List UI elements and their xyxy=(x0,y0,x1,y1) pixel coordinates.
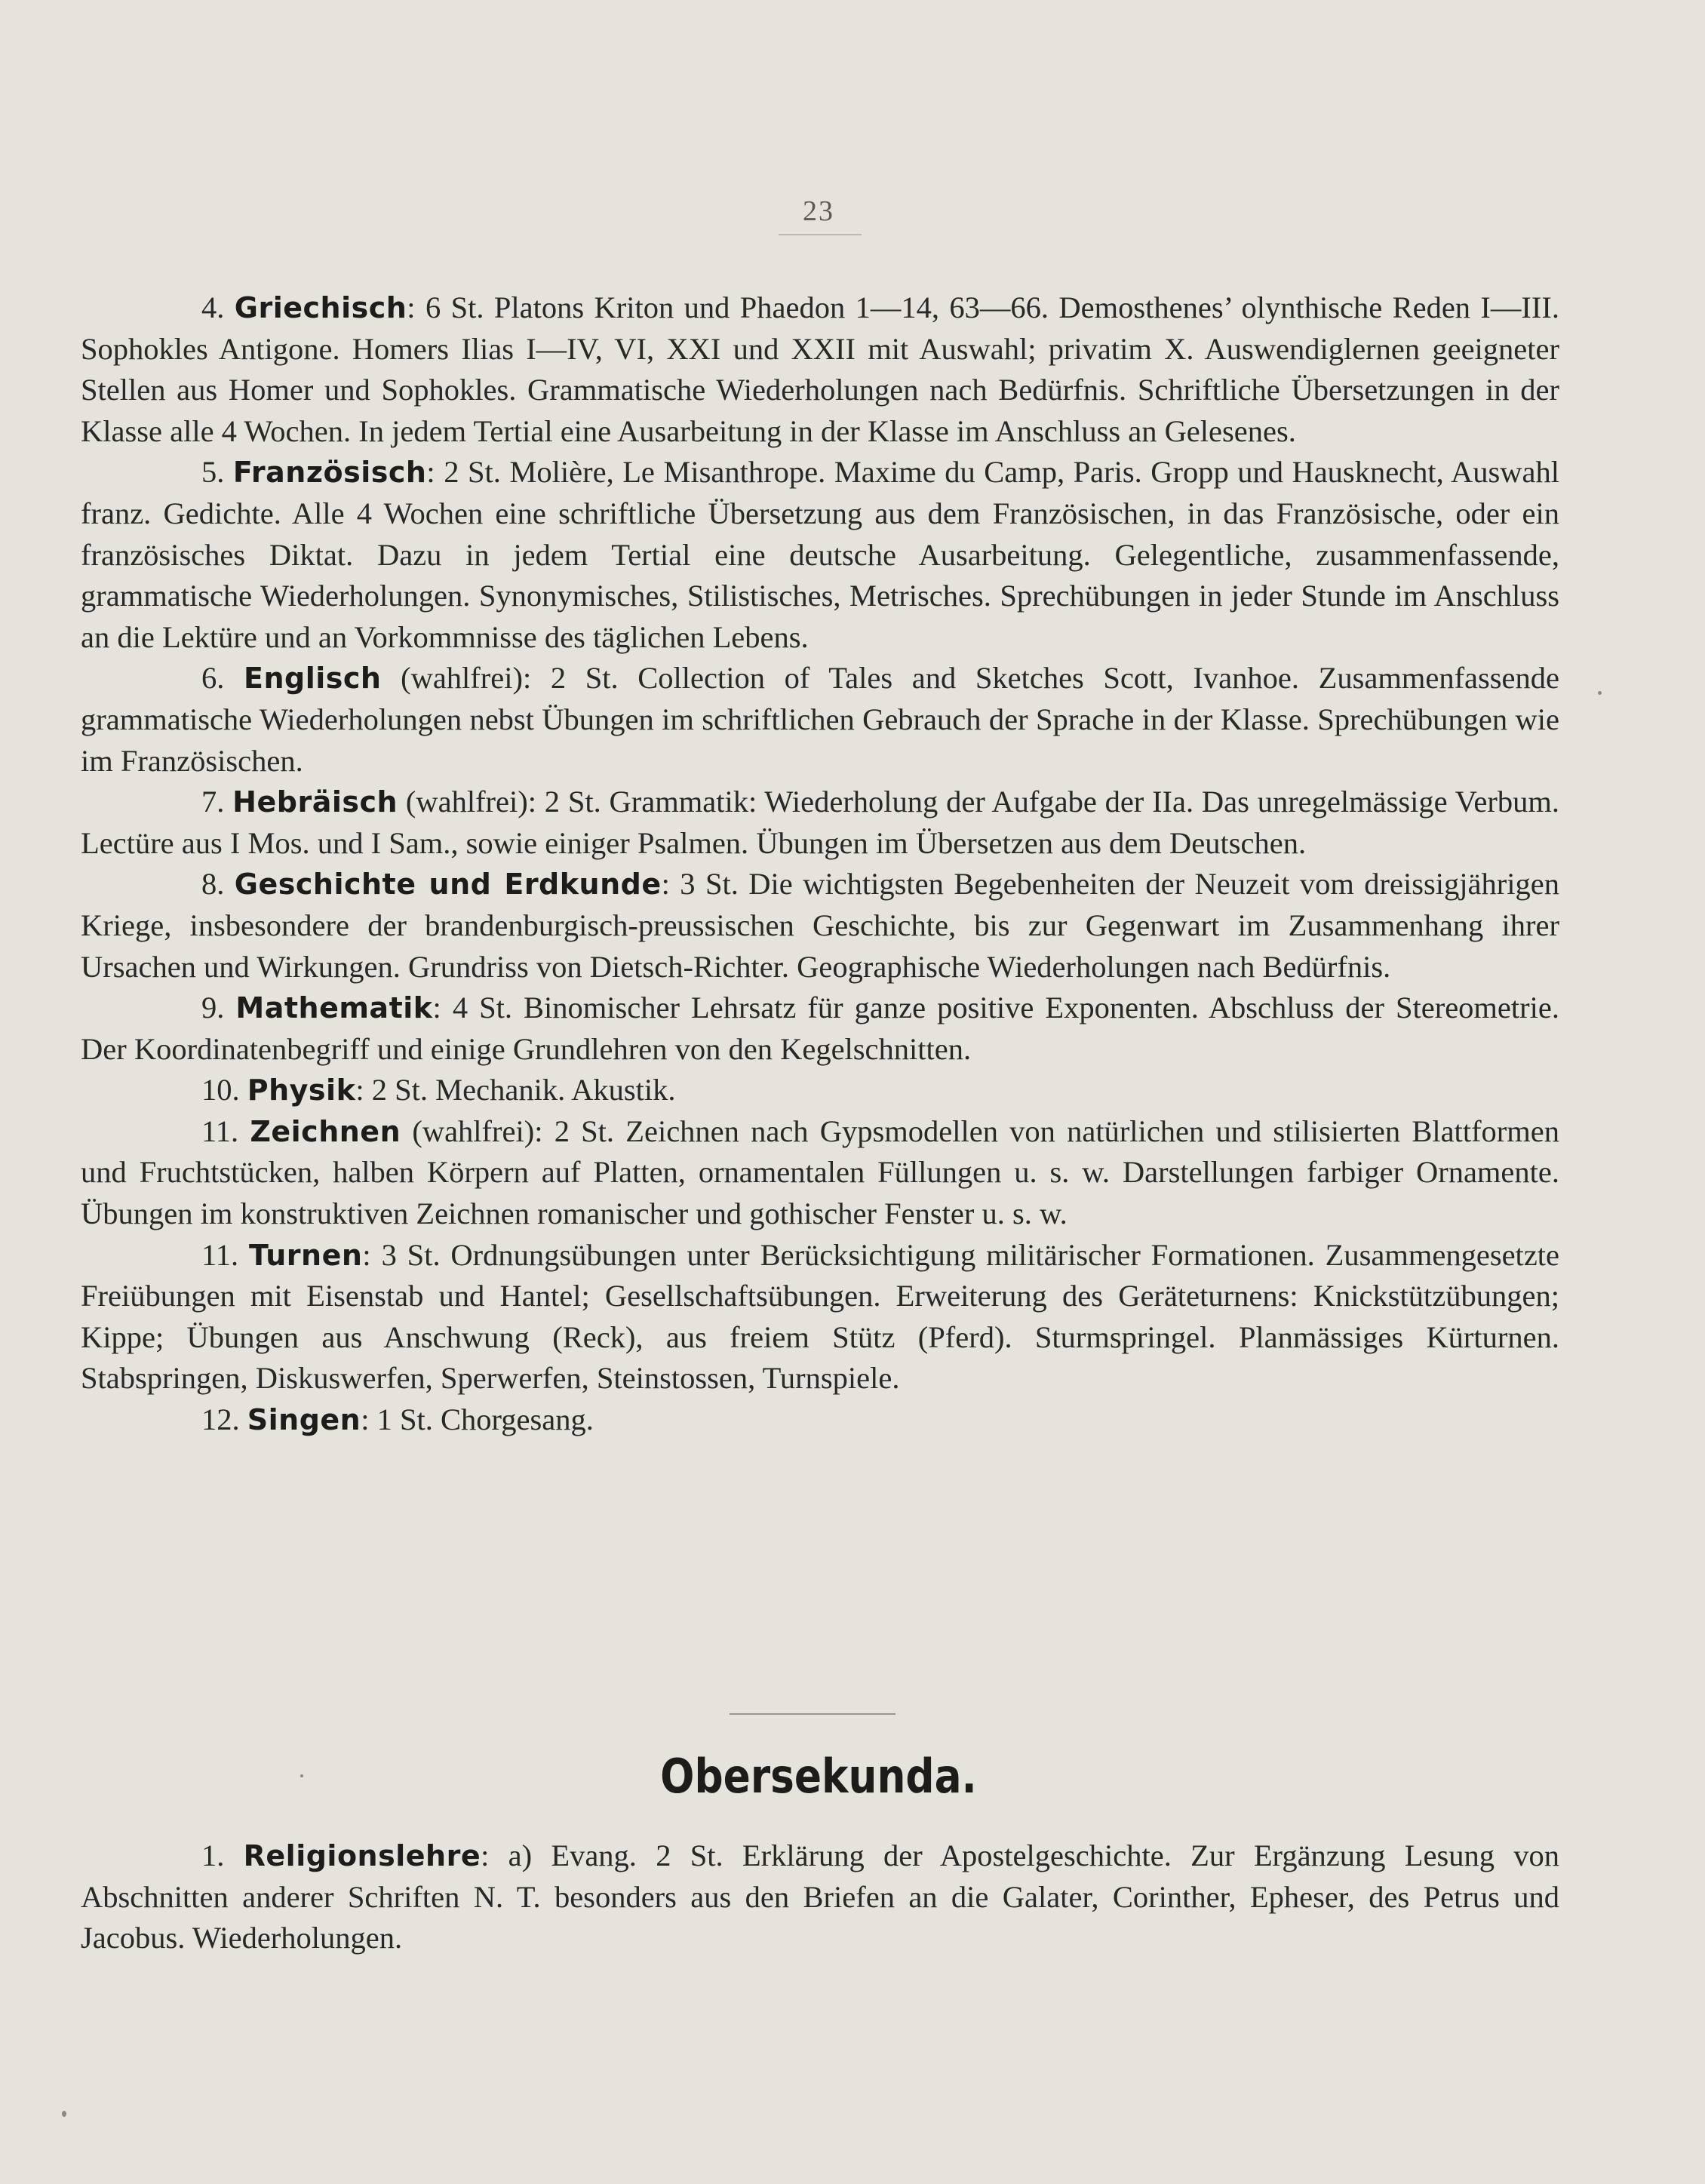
entry-franzoesisch xyxy=(81,452,1559,658)
entry-text: 6 St. Platons Kriton und Phaedon 1—14, 63—66. Demosthenes’ olynthische Reden I—III. Sophokles Antigone. Homers Ilias I—IV, VI, XXI und XXII mit Auswahl; privatim X. Auswendiglernen geeigneter Stellen aus Homer und Sophokles. Grammatische Wiederholungen nach Bedürfnis. Schriftliche Übersetzungen in der Klasse alle 4 Wochen. In jedem Tertial eine Ausarbeitung in der Klasse im Anschluss an Gelesenes. xyxy=(81,290,1560,448)
entry-subject: Mathematik xyxy=(235,991,433,1025)
entry-separator: : xyxy=(661,867,670,902)
entry-text: (wahlfrei): 2 St. Collection of Tales and Sketches Scott, Ivanhoe. Zusammenfassende grammatische Wiederholungen nebst Übungen im schriftlichen Gebrauch der Sprache in der Klasse. Sprechübungen wie im Französischen. xyxy=(81,661,1560,778)
entry-subject: Griechisch xyxy=(234,291,407,324)
entry-griechisch xyxy=(81,287,1559,452)
entry-subject: Zeichnen xyxy=(250,1114,401,1148)
entry-englisch xyxy=(81,658,1559,782)
paper-speck xyxy=(62,2111,66,2117)
entry-geschichte-erdkunde xyxy=(81,864,1559,988)
entry-text: 2 St. Molière, Le Misanthrope. Maxime du Camp, Paris. Gropp und Hausknecht, Auswahl franz. Gedichte. Alle 4 Wochen eine schriftliche Übersetzung aus dem Französischen, in das Französische, oder ein französisches Diktat. Dazu in jedem Tertial eine deutsche Ausarbeitung. Gelegentliche, zusammenfassende, grammatische Wiederholungen. Synonymisches, Stilistisches, Metrisches. Sprechübungen in jeder Stunde im Anschluss an die Lektüre und an Vorkommnisse des täglichen Lebens. xyxy=(81,455,1560,654)
entry-subject: Hebräisch xyxy=(232,785,398,819)
entry-separator: : xyxy=(361,1402,370,1437)
entry-number: 4. xyxy=(201,290,225,324)
entry-number: 12. xyxy=(201,1402,240,1437)
entry-turnen xyxy=(81,1235,1559,1399)
entry-physik xyxy=(81,1070,1559,1111)
entry-separator: : xyxy=(481,1838,490,1872)
page-number-rule xyxy=(779,234,862,235)
entry-number: 11. xyxy=(201,1114,239,1148)
entry-separator: : xyxy=(407,290,416,324)
entry-number: 7. xyxy=(201,785,225,819)
entry-number: 1. xyxy=(201,1838,225,1872)
entry-subject: Französisch xyxy=(232,456,427,490)
entry-text: 3 St. Ordnungsübungen unter Berücksichtigung militärischer Formationen. Zusammengesetzte Freiübungen mit Eisenstab und Hantel; Gesellschaftsübungen. Erweiterung des Geräteturnens: Knickstützübungen; Kippe; Übungen aus Anschwung (Reck), aus freiem Stütz (Pferd). Sturmspringel. Planmässiges Kürturnen. Stabspringen, Diskuswerfen, Sperwerfen, Steinstossen, Turnspiele. xyxy=(81,1237,1560,1396)
entry-subject: Geschichte und Erdkunde xyxy=(234,868,662,902)
entry-hebraeisch xyxy=(81,782,1559,864)
entry-subject: Physik xyxy=(247,1074,356,1107)
entry-text: 2 St. Mechanik. Akustik. xyxy=(371,1073,676,1107)
entry-religionslehre xyxy=(81,1835,1559,1959)
entry-number: 5. xyxy=(201,455,225,490)
entry-separator: : xyxy=(355,1073,364,1107)
entry-number: 8. xyxy=(201,867,225,902)
entry-text: (wahlfrei): 2 St. Grammatik: Wiederholung der Aufgabe der IIa. Das unregelmässige Verbum. Lectüre aus I Mos. und I Sam., sowie einiger Psalmen. Übungen im Übersetzen aus dem Deutschen. xyxy=(81,785,1560,860)
entry-number: 9. xyxy=(201,991,225,1025)
entry-text: 1 St. Chorgesang. xyxy=(376,1402,594,1437)
entry-number: 10. xyxy=(201,1073,240,1107)
entry-number: 11. xyxy=(201,1237,239,1272)
page-number: 23 xyxy=(803,195,834,227)
section-heading: Obersekunda. xyxy=(660,1749,977,1804)
paper-speck xyxy=(300,1774,303,1777)
entry-zeichnen xyxy=(81,1111,1559,1235)
curriculum-list xyxy=(81,287,1559,1441)
entry-text: a) Evang. 2 St. Erklärung der Apostelgeschichte. Zur Ergänzung Lesung von Abschnitten anderer Schriften N. T. besonders aus den Briefen an die Galater, Corinther, Epheser, des Petrus und Jacobus. Wiederholungen. xyxy=(81,1838,1560,1955)
entry-text: 4 St. Binomischer Lehrsatz für ganze positive Exponenten. Abschluss der Stereometrie. Der Koordinatenbegriff und einige Grundlehren von den Kegelschnitten. xyxy=(81,991,1559,1066)
paper-speck xyxy=(1598,691,1602,695)
entry-separator: : xyxy=(362,1237,371,1272)
entry-subject: Religionslehre xyxy=(243,1839,481,1872)
entry-subject: Turnen xyxy=(249,1238,363,1272)
entry-singen xyxy=(81,1399,1559,1441)
entry-mathematik xyxy=(81,988,1559,1070)
entry-separator: : xyxy=(432,991,441,1025)
obersekunda-list xyxy=(81,1835,1559,1959)
entry-number: 6. xyxy=(201,661,225,696)
entry-text: (wahlfrei): 2 St. Zeichnen nach Gypsmodellen von natürlichen und stilisierten Blattformen und Fruchtstücken, halben Körpern auf Platten, ornamentalen Füllungen u. s. w. Darstellungen farbiger Ornamente. Übungen im konstruktiven Zeichnen romanischer und gothischer Fenster u. s. w. xyxy=(81,1114,1560,1231)
entry-subject: Singen xyxy=(247,1403,361,1437)
entry-separator: : xyxy=(426,455,435,490)
entry-text: 3 St. Die wichtigsten Begebenheiten der Neuzeit vom dreissigjährigen Kriege, insbesondere der brandenburgisch-preussischen Geschichte, bis zur Gegenwart im Zusammenhang ihrer Ursachen und Wirkungen. Grundriss von Dietsch-Richter. Geographische Wiederholungen nach Bedürfnis. xyxy=(81,867,1559,984)
section-separator xyxy=(730,1713,896,1715)
entry-subject: Englisch xyxy=(244,662,382,696)
